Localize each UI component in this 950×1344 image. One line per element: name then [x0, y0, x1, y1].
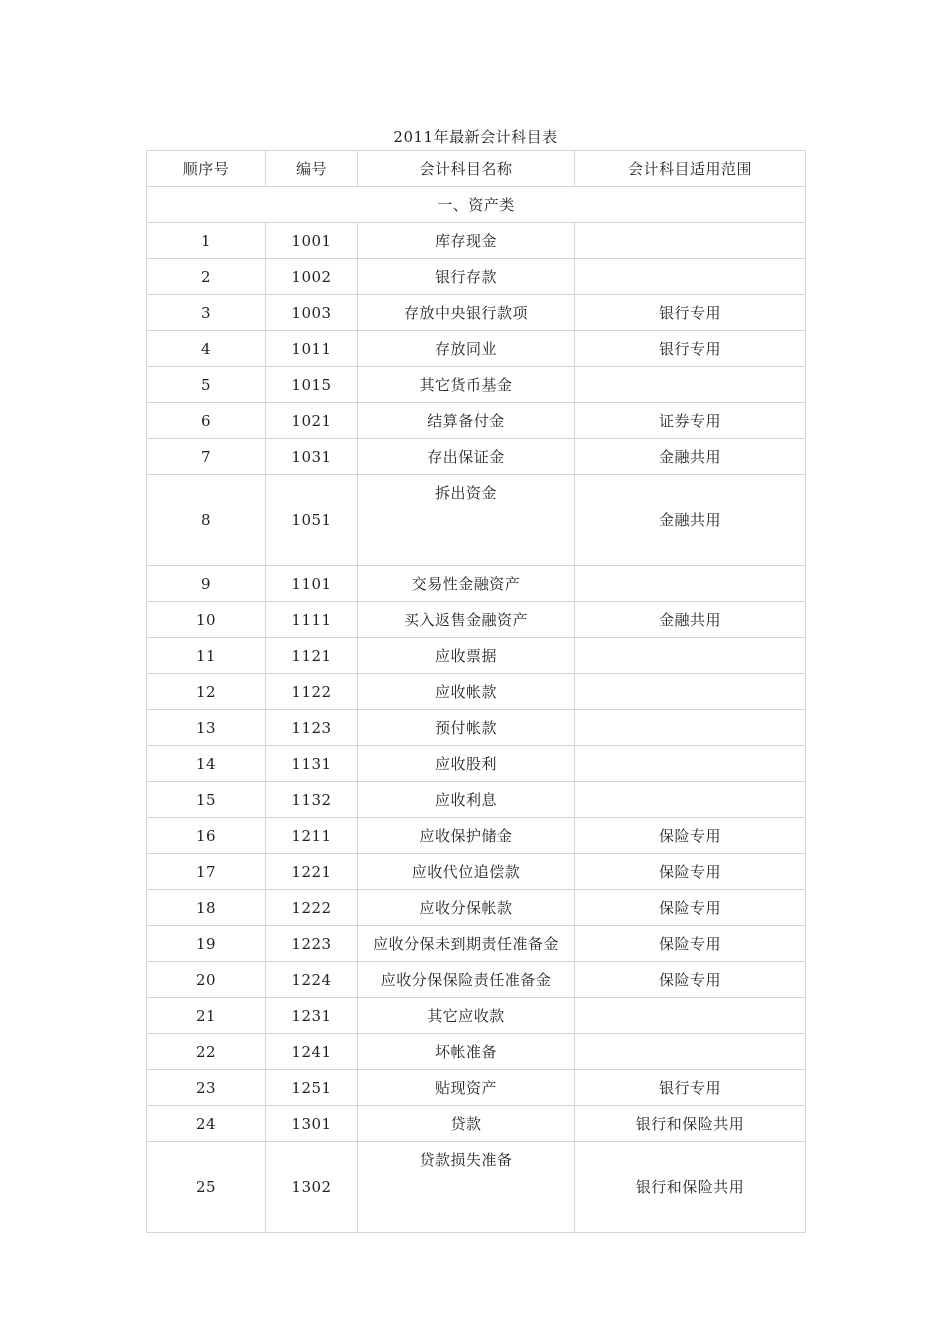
table-row	[147, 1142, 806, 1233]
cell-code: 1221	[266, 854, 358, 890]
cell-name: 应收保护储金	[358, 818, 575, 854]
table-row	[147, 259, 806, 295]
cell-code: 1031	[266, 439, 358, 475]
cell-scope: 金融共用	[575, 602, 806, 638]
cell-name: 应收票据	[358, 638, 575, 674]
cell-name: 应收分保未到期责任准备金	[358, 926, 575, 962]
cell-code: 1011	[266, 331, 358, 367]
header-seq: 顺序号	[147, 151, 266, 187]
cell-name: 库存现金	[358, 223, 575, 259]
cell-scope	[575, 782, 806, 818]
cell-scope: 银行和保险共用	[575, 1106, 806, 1142]
cell-seq: 21	[147, 998, 266, 1034]
cell-scope	[575, 674, 806, 710]
cell-scope	[575, 710, 806, 746]
table-row	[147, 818, 806, 854]
cell-code: 1131	[266, 746, 358, 782]
table-row	[147, 890, 806, 926]
table-row	[147, 638, 806, 674]
accounting-subjects-table	[146, 150, 806, 1233]
cell-name: 银行存款	[358, 259, 575, 295]
cell-seq: 10	[147, 602, 266, 638]
cell-code: 1231	[266, 998, 358, 1034]
document-title: 2011年最新会计科目表	[393, 128, 558, 146]
cell-name: 交易性金融资产	[358, 566, 575, 602]
cell-code: 1301	[266, 1106, 358, 1142]
table-row	[147, 223, 806, 259]
table-row	[147, 295, 806, 331]
cell-code: 1222	[266, 890, 358, 926]
cell-name: 贷款	[358, 1106, 575, 1142]
table-row	[147, 403, 806, 439]
header-code: 编号	[266, 151, 358, 187]
cell-scope	[575, 998, 806, 1034]
cell-code: 1211	[266, 818, 358, 854]
cell-code: 1241	[266, 1034, 358, 1070]
table-row	[147, 926, 806, 962]
cell-name: 应收股利	[358, 746, 575, 782]
cell-seq: 17	[147, 854, 266, 890]
cell-code: 1302	[266, 1142, 358, 1233]
cell-scope: 保险专用	[575, 854, 806, 890]
cell-seq: 9	[147, 566, 266, 602]
header-name: 会计科目名称	[358, 151, 575, 187]
table-header-row	[147, 151, 806, 187]
cell-code: 1001	[266, 223, 358, 259]
cell-name: 应收代位追偿款	[358, 854, 575, 890]
cell-seq: 4	[147, 331, 266, 367]
cell-scope: 保险专用	[575, 962, 806, 998]
cell-seq: 3	[147, 295, 266, 331]
table-body	[147, 151, 806, 1233]
cell-name: 其它货币基金	[358, 367, 575, 403]
table-row	[147, 710, 806, 746]
table-row	[147, 1034, 806, 1070]
cell-seq: 19	[147, 926, 266, 962]
cell-name: 应收分保保险责任准备金	[358, 962, 575, 998]
cell-name: 其它应收款	[358, 998, 575, 1034]
cell-scope: 保险专用	[575, 818, 806, 854]
cell-code: 1122	[266, 674, 358, 710]
cell-code: 1223	[266, 926, 358, 962]
cell-seq: 20	[147, 962, 266, 998]
cell-code: 1224	[266, 962, 358, 998]
cell-scope	[575, 746, 806, 782]
cell-name: 存出保证金	[358, 439, 575, 475]
cell-code: 1021	[266, 403, 358, 439]
table-row	[147, 602, 806, 638]
cell-code: 1251	[266, 1070, 358, 1106]
cell-code: 1123	[266, 710, 358, 746]
cell-seq: 1	[147, 223, 266, 259]
cell-seq: 18	[147, 890, 266, 926]
section-row	[147, 187, 806, 223]
cell-name: 贷款损失准备	[358, 1142, 575, 1233]
table-row	[147, 1070, 806, 1106]
cell-seq: 7	[147, 439, 266, 475]
cell-scope: 银行专用	[575, 295, 806, 331]
table-row	[147, 854, 806, 890]
cell-name: 存放同业	[358, 331, 575, 367]
cell-scope: 证券专用	[575, 403, 806, 439]
cell-code: 1101	[266, 566, 358, 602]
cell-name: 应收帐款	[358, 674, 575, 710]
cell-code: 1015	[266, 367, 358, 403]
cell-scope	[575, 259, 806, 295]
cell-scope: 保险专用	[575, 926, 806, 962]
table-row	[147, 367, 806, 403]
cell-seq: 2	[147, 259, 266, 295]
cell-seq: 5	[147, 367, 266, 403]
cell-scope	[575, 1034, 806, 1070]
cell-code: 1121	[266, 638, 358, 674]
cell-seq: 8	[147, 475, 266, 566]
cell-scope	[575, 223, 806, 259]
section-title: 一、资产类	[147, 187, 806, 223]
table-row	[147, 674, 806, 710]
cell-scope	[575, 638, 806, 674]
cell-seq: 12	[147, 674, 266, 710]
cell-seq: 24	[147, 1106, 266, 1142]
cell-name: 应收分保帐款	[358, 890, 575, 926]
cell-code: 1002	[266, 259, 358, 295]
cell-seq: 22	[147, 1034, 266, 1070]
table-row	[147, 475, 806, 566]
table-row	[147, 782, 806, 818]
table-row	[147, 331, 806, 367]
cell-scope: 银行和保险共用	[575, 1142, 806, 1233]
cell-name: 结算备付金	[358, 403, 575, 439]
header-scope: 会计科目适用范围	[575, 151, 806, 187]
cell-scope: 银行专用	[575, 331, 806, 367]
table-row	[147, 439, 806, 475]
cell-scope: 金融共用	[575, 439, 806, 475]
cell-code: 1003	[266, 295, 358, 331]
cell-scope: 银行专用	[575, 1070, 806, 1106]
cell-seq: 23	[147, 1070, 266, 1106]
cell-seq: 14	[147, 746, 266, 782]
cell-seq: 25	[147, 1142, 266, 1233]
cell-scope: 金融共用	[575, 475, 806, 566]
cell-name: 存放中央银行款项	[358, 295, 575, 331]
cell-name: 买入返售金融资产	[358, 602, 575, 638]
cell-seq: 15	[147, 782, 266, 818]
cell-scope	[575, 367, 806, 403]
cell-name: 拆出资金	[358, 475, 575, 566]
table-row	[147, 998, 806, 1034]
cell-seq: 6	[147, 403, 266, 439]
cell-name: 贴现资产	[358, 1070, 575, 1106]
cell-scope: 保险专用	[575, 890, 806, 926]
cell-code: 1051	[266, 475, 358, 566]
cell-code: 1111	[266, 602, 358, 638]
cell-seq: 13	[147, 710, 266, 746]
cell-name: 坏帐准备	[358, 1034, 575, 1070]
cell-code: 1132	[266, 782, 358, 818]
table-row	[147, 746, 806, 782]
cell-seq: 11	[147, 638, 266, 674]
table-row	[147, 1106, 806, 1142]
cell-scope	[575, 566, 806, 602]
cell-name: 预付帐款	[358, 710, 575, 746]
cell-seq: 16	[147, 818, 266, 854]
table-row	[147, 566, 806, 602]
cell-name: 应收利息	[358, 782, 575, 818]
table-row	[147, 962, 806, 998]
